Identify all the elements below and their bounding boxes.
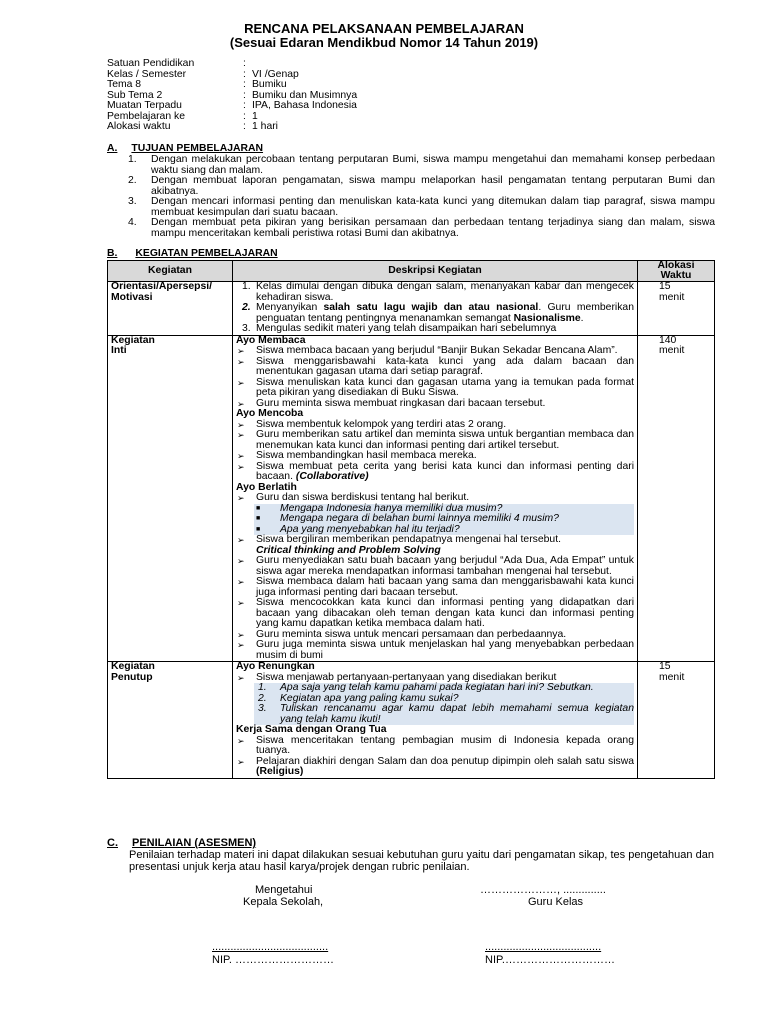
discussion-questions: ■ Mengapa Indonesia hanya memiliki dua musim? ■ Mengapa negara di belahan bumi lainnya memiliki 4 musim? ■ Apa yang menyebabkan hal itu terjadi?	[254, 504, 634, 536]
document-subtitle: (Sesuai Edaran Mendikbud Nomor 14 Tahun 2019)	[229, 35, 539, 50]
section-c-heading: C. PENILAIAN (ASESMEN)	[107, 837, 257, 849]
signature-right-line: ......................................	[485, 941, 602, 953]
col-deskripsi-header: Deskripsi Kegiatan	[233, 261, 638, 282]
list-item: 2. Dengan membuat laporan pengamatan, siswa mampu melaporkan hasil pengamatan tentang perputaran Bumi dan akibatnya.	[128, 175, 715, 197]
col-kegiatan-header: Kegiatan	[108, 261, 233, 282]
signature-right-nip: NIP.…………………………	[485, 954, 615, 966]
reflection-questions: 1. Apa saja yang telah kamu pahami pada kegiatan hari ini? Sebutkan. 2. Kegiatan apa yang paling kamu sukai? 3. Tuliskan rencanamu agar kamu dapat lebih memahami semua kegiatan yang telah kamu ikuti!	[254, 683, 634, 725]
penutup-time: 15 menit	[638, 662, 715, 779]
pendahuluan-label: Orientasi/Apersepsi/ Motivasi	[108, 282, 233, 336]
table-header-row	[108, 261, 715, 282]
signature-right-1: …………………, ..............	[480, 884, 606, 896]
table-row	[108, 335, 715, 662]
penutup-description: Ayo Renungkan ➢ Siswa menjawab pertanyaan-pertanyaan yang disediakan berikut 1. Apa saja yang telah kamu pahami pada kegiatan hari ini? Sebutkan. 2. Kegiatan apa yang paling kamu sukai? 3. Tuliskan rencanamu agar kamu dapat lebih memahami semua kegiatan yang telah kamu ikuti! Kerja Sama dengan Orang Tua ➢ Siswa menceritakan tentang pembagian musim di Indonesia kepada orang tuanya. ➢ Pelajaran diakhiri dengan Salam dan doa penutup dipimpin oleh salah satu siswa (Religius)	[233, 662, 638, 779]
table-row	[108, 662, 715, 779]
section-b-heading: B. KEGIATAN PEMBELAJARAN	[107, 248, 278, 259]
signature-right-2: Guru Kelas	[528, 896, 584, 908]
signature-left-line: ......................................	[212, 941, 329, 953]
inti-time: 140 menit	[638, 335, 715, 662]
activities-table	[107, 260, 715, 779]
list-item: 4. Dengan membuat peta pikiran yang berisikan persamaan dan perbedaan tentang terjadinya siang dan malam, siswa mampu menceritakan kembali peristiwa rotasi Bumi dan akibatnya.	[128, 217, 715, 239]
list-item: 3. Dengan mencari informasi penting dan menuliskan kata-kata kunci yang ditemukan dalam tiap paragraf, siswa mampu membuat kesimpulan dari suatu bacaan.	[128, 196, 715, 218]
list-item: 1. Dengan melakukan percobaan tentang perputaran Bumi, siswa mampu mengetahui dan memahami konsep perbedaan waktu siang dan malam.	[128, 154, 715, 176]
signature-left-nip: NIP. ………………………	[212, 954, 335, 966]
col-alokasi-header: Alokasi Waktu	[638, 261, 715, 282]
objectives-list	[107, 155, 715, 239]
pendahuluan-description: 1. Kelas dimulai dengan dibuka dengan salam, menanyakan kabar dan mengecek kehadiran siswa. 2. Menyanyikan salah satu lagu wajib dan atau nasional. Guru memberikan penguatan tentang pentingnya menanamkan semangat Nasionalisme. 3. Mengulas sedikit materi yang telah disampaikan hari sebelumnya	[233, 282, 638, 336]
section-a-heading: A. TUJUAN PEMBELAJARAN	[107, 143, 264, 154]
pendahuluan-time: 15 menit	[638, 282, 715, 336]
lesson-plan-page: RENCANA PELAKSANAAN PEMBELAJARAN (Sesuai Edaran Mendikbud Nomor 14 Tahun 2019) Satuan Pendidikan : Kelas / Semester : VI /Genap Tema 8 : Bumiku Sub Tema 2 : Bumiku dan Musimnya Muatan Terpadu : IPA, Bahasa Indonesia Pembelajaran ke : 1 Alokasi waktu : 1 hari A. TUJUAN PEMBELAJARAN 1. Dengan melakukan percobaan tentang perputaran Bumi, siswa mampu mengetahui dan memahami konsep perbedaan waktu siang dan malam. 2. Dengan membuat laporan pengamatan, siswa mampu melaporkan hasil pengamatan tentang perputaran Bumi dan akibatnya. 3. Dengan mencari informasi penting dan menuliskan kata-kata kunci yang ditemukan dalam tiap paragraf, siswa mampu membuat kesimpulan dari suatu bacaan. 4. Dengan membuat peta pikiran yang berisikan persamaan dan perbedaan tentang terjadinya siang dan malam, siswa mampu menceritakan kembali peristiwa rotasi Bumi dan akibatnya. B. KEGIATAN PEMBELAJARAN Kegiatan Deskripsi Kegiatan Alokasi Waktu Orientasi/Apersepsi/ Motivasi 1. Kelas dimulai dengan dibuka dengan salam, menanyakan kabar dan mengecek kehadiran siswa. 2. Menyanyikan salah satu lagu wajib dan atau nasional. Guru memberikan penguatan tentang pentingnya menanamkan semangat Nasionalisme. 3. Mengulas sedikit materi yang telah disampaikan hari sebelumnya 15 menit Kegiatan Inti Ayo Membaca ➢ Siswa membaca bacaan yang berjudul “Banjir Bukan Sekadar Bencana Alam”. ➢ Siswa menggarisbawahi kata-kata kunci yang ada dalam bacaan dan menentukan gagasan utama dari setiap paragraf. ➢ Siswa menuliskan kata kunci dan gagasan utama yang ia temukan pada format peta pikiran yang disediakan di Buku Siswa. ➢ Guru meminta siswa membuat ringkasan dari bacaan tersebut. Ayo Mencoba ➢ Siswa membentuk kelompok yang terdiri atas 2 orang. ➢ Guru memberikan satu artikel dan meminta siswa untuk bergantian membaca dan menemukan kata kunci dan informasi penting dari artikel tersebut. ➢ Siswa membandingkan hasil membaca mereka. ➢ Siswa membuat peta cerita yang berisi kata kunci dan informasi penting dari bacaan. (Collaborative) Ayo Berlatih ➢ Guru dan siswa berdiskusi tentang hal berikut. ■ Mengapa Indonesia hanya memiliki dua musim? ■ Mengapa negara di belahan bumi lainnya memiliki 4 musim? ■ Apa yang menyebabkan hal itu terjadi? ➢ Siswa bergiliran memberikan pendapatnya mengenai hal tersebut. Critical thinking and Problem Solving ➢ Guru menyediakan satu buah bacaan yang berjudul “Ada Dua, Ada Empat” untuk siswa agar mereka mendapatkan informasi tambahan mengenai hal tersebut. ➢ Siswa membaca dalam hati bacaan yang sama dan menggarisbawahi kata kunci juga informasi penting dari bacaan tersebut. ➢ Siswa mencocokkan kata kunci dan informasi penting yang didapatkan dari bacaan yang dibacakan oleh teman dengan kata kunci dan informasi penting yang kamu dapatkan ketika membaca dalam hati. ➢ Guru meminta siswa untuk mencari persamaan dan perbedaannya. ➢ Guru juga meminta siswa untuk menjelaskan hal yang menyebabkan perbedaan musim di bumi 140 menit Kegiatan Penutup Ayo Renungkan ➢ Siswa menjawab pertanyaan-pertanyaan yang disediakan berikut 1. Apa saja yang telah kamu pahami pada kegiatan hari ini? Sebutkan. 2. Kegiatan apa yang paling kamu sukai? 3. Tuliskan rencanamu agar kamu dapat lebih memahami semua kegiatan yang telah kamu ikuti! Kerja Sama dengan Orang Tua ➢ Siswa menceritakan tentang pembagian musim di Indonesia kepada orang tuanya. ➢ Pelajaran diakhiri dengan Salam dan doa penutup dipimpin oleh salah satu siswa (Religius) 15 menit C. PENILAIAN (ASESMEN) Penilaian terhadap materi ini dapat dilakukan sesuai kebutuhan guru yaitu dari pengamatan sikap, tes pengetahuan dan presentasi unjuk kerja atau hasil karya/projek dengan rubric penilaian. Mengetahui Kepala Sekolah, …………………, .............. Guru Kelas ...................................... NIP. ……………………… ...................................... NIP.…………………………	[0, 0, 768, 1024]
inti-description: Ayo Membaca ➢ Siswa membaca bacaan yang berjudul “Banjir Bukan Sekadar Bencana Alam”. ➢ Siswa menggarisbawahi kata-kata kunci yang ada dalam bacaan dan menentukan gagasan utama dari setiap paragraf. ➢ Siswa menuliskan kata kunci dan gagasan utama yang ia temukan pada format peta pikiran yang disediakan di Buku Siswa. ➢ Guru meminta siswa membuat ringkasan dari bacaan tersebut. Ayo Mencoba ➢ Siswa membentuk kelompok yang terdiri atas 2 orang. ➢ Guru memberikan satu artikel dan meminta siswa untuk bergantian membaca dan menemukan kata kunci dan informasi penting dari artikel tersebut. ➢ Siswa membandingkan hasil membaca mereka. ➢ Siswa membuat peta cerita yang berisi kata kunci dan informasi penting dari bacaan. (Collaborative) Ayo Berlatih ➢ Guru dan siswa berdiskusi tentang hal berikut. ■ Mengapa Indonesia hanya memiliki dua musim? ■ Mengapa negara di belahan bumi lainnya memiliki 4 musim? ■ Apa yang menyebabkan hal itu terjadi? ➢ Siswa bergiliran memberikan pendapatnya mengenai hal tersebut. Critical thinking and Problem Solving ➢ Guru menyediakan satu buah bacaan yang berjudul “Ada Dua, Ada Empat” untuk siswa agar mereka mendapatkan informasi tambahan mengenai hal tersebut. ➢ Siswa membaca dalam hati bacaan yang sama dan menggarisbawahi kata kunci juga informasi penting dari bacaan tersebut. ➢ Siswa mencocokkan kata kunci dan informasi penting yang didapatkan dari bacaan yang dibacakan oleh teman dengan kata kunci dan informasi penting yang kamu dapatkan ketika membaca dalam hati. ➢ Guru meminta siswa untuk mencari persamaan dan perbedaannya. ➢ Guru juga meminta siswa untuk menjelaskan hal yang menyebabkan perbedaan musim di bumi	[233, 335, 638, 662]
document-title: RENCANA PELAKSANAAN PEMBELAJARAN	[244, 21, 524, 36]
assessment-text: Penilaian terhadap materi ini dapat dilakukan sesuai kebutuhan guru yaitu dari pengamatan sikap, tes pengetahuan dan presentasi unjuk kerja atau hasil karya/projek dengan rubric penilaian.	[129, 849, 714, 873]
inti-label: Kegiatan Inti	[108, 335, 233, 662]
signature-left-2: Kepala Sekolah,	[243, 896, 324, 908]
signature-left-1: Mengetahui	[255, 884, 313, 896]
table-row	[108, 282, 715, 336]
penutup-label: Kegiatan Penutup	[108, 662, 233, 779]
